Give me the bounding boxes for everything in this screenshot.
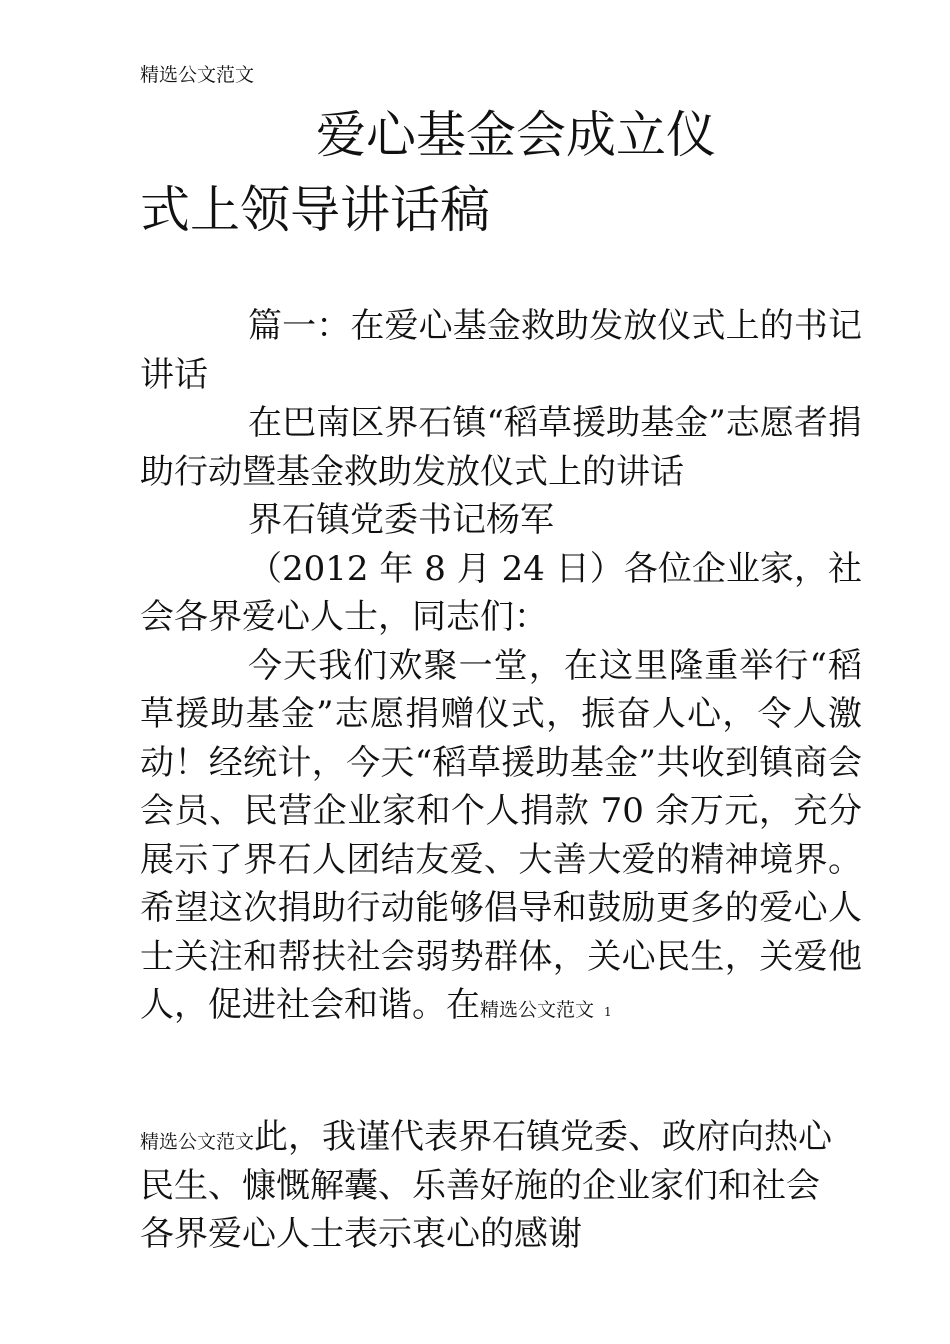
body-paragraph-text: 今天我们欢聚一堂，在这里隆重举行“稻草援助基金”志愿捐赠仪式，振奋人心，令人激动！经统计，今天“稻草援助基金”共收到镇商会会员、民营企业家和个人捐款 70 余万元，充分展示了界石人团结友爱、大善大爱的精神境界。希望这次捐助行动能够倡导和鼓励更多的爱心人士关注和帮扶社会弱势群体，关心民生，关爱他人，促进社会和谐。在 bbox=[140, 645, 862, 1025]
date-greeting: （2012 年 8 月 24 日）各位企业家，社会各界爱心人士，同志们： bbox=[140, 548, 862, 637]
next-page-body bbox=[140, 1113, 840, 1259]
speaker-line: 界石镇党委书记杨军 bbox=[248, 500, 554, 540]
body-paragraph bbox=[140, 642, 862, 1037]
next-page-text: 此，我谨代表界石镇党委、政府向热心民生、慷慨解囊、乐善好施的企业家们和社会各界爱心人士表示衷心的感谢 bbox=[140, 1117, 833, 1254]
document-body bbox=[140, 302, 862, 1037]
section-heading: 篇一：在爱心基金救助发放仪式上的书记讲话 bbox=[140, 306, 862, 395]
next-page-paragraph bbox=[140, 1113, 840, 1259]
page-number: 1 bbox=[604, 1005, 612, 1019]
title-line-1: 爱心基金会成立仪 bbox=[316, 106, 716, 164]
document-title bbox=[140, 98, 840, 248]
next-page-header: 精选公文范文 bbox=[140, 1131, 255, 1153]
title-line-2: 式上领导讲话稿 bbox=[140, 181, 490, 239]
speech-title: 在巴南区界石镇“稻草援助基金”志愿者捐助行动暨基金救助发放仪式上的讲话 bbox=[140, 403, 862, 492]
page-header: 精选公文范文 bbox=[140, 64, 255, 86]
page-footer-label: 精选公文范文 bbox=[480, 999, 595, 1021]
